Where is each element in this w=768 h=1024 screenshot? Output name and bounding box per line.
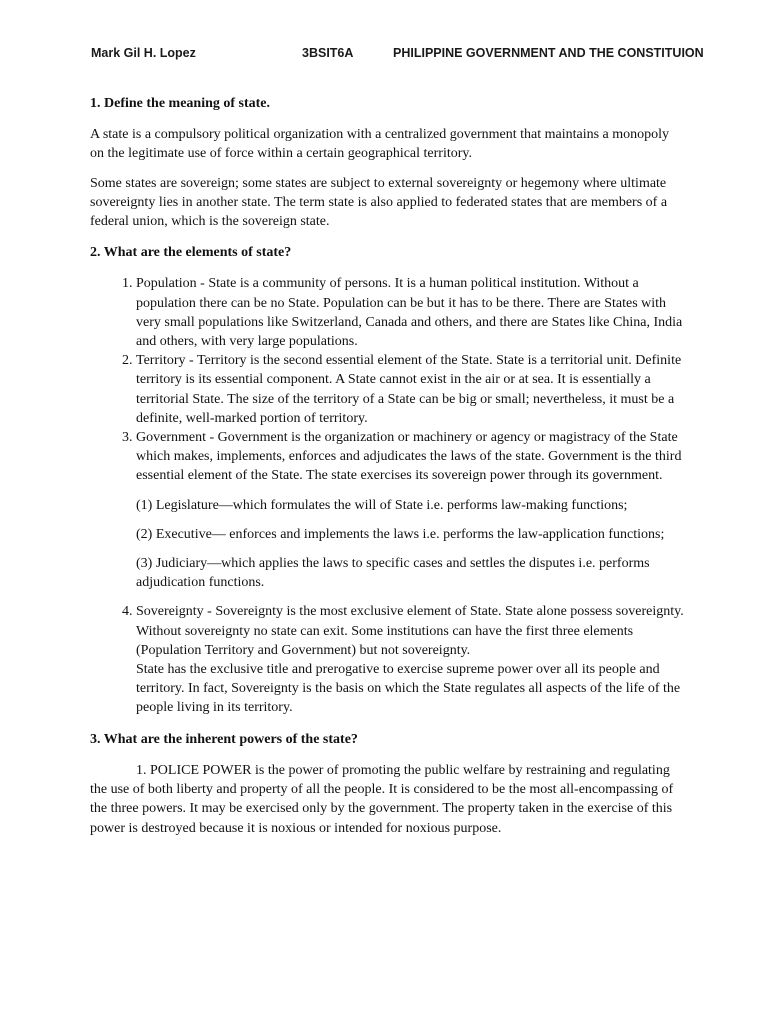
executive-paragraph: (2) Executive— enforces and implements the laws i.e. performs the law-application functions; [136, 526, 665, 542]
document-body [90, 94, 684, 838]
police-power-paragraph: 1. POLICE POWER is the power of promoting the public welfare by restraining and regulating the use of both liberty and property of all the people. It is considered to be the most all-encompassing of the three powers. It may be exercised only by the government. The property taken in the exercise of this power is destroyed because it is noxious or intended for noxious purpose. [90, 762, 674, 836]
author-name: Mark Gil H. Lopez [91, 46, 196, 60]
legislature-paragraph: (1) Legislature—which formulates the will of State i.e. performs law-making functions; [136, 497, 628, 513]
question-1-paragraph-1: A state is a compulsory political organization with a centralized government that maintains a monopoly on the legitimate use of force within a certain geographical territory. [90, 127, 670, 162]
question-2-heading: 2. What are the elements of state? [90, 245, 292, 261]
question-1-paragraph-2: Some states are sovereign; some states are subject to external sovereignty or hegemony where ultimate sovereignty lies in another state. The term state is also applied to federated states that are members of a federal union, which is the sovereign state. [90, 175, 668, 230]
course-title: PHILIPPINE GOVERNMENT AND THE CONSTITUION [393, 46, 704, 60]
list-item-population [136, 274, 684, 351]
list-item-text-continued: State has the exclusive title and prerogative to exercise supreme power over all its people and territory. In fact, Sovereignty is the basis on which the State regulates all aspects of the life of the people living in its territory. [136, 662, 681, 716]
judiciary-paragraph: (3) Judiciary—which applies the laws to specific cases and settles the disputes i.e. performs adjudication functions. [136, 556, 650, 591]
question-1-heading: 1. Define the meaning of state. [90, 96, 271, 111]
elements-list [90, 274, 684, 717]
list-item-text: Sovereignty - Sovereignty is the most exclusive element of State. State alone possess sovereignty. Without sovereignty no state can exit. Some institutions can have the first three elements (Population Territory and Government) but not sovereignty. [136, 604, 684, 658]
list-item-text: Territory - Territory is the second essential element of the State. State is a territorial unit. Definite territory is its essential component. A State cannot exist in the air or at sea. It is essentially a territorial State. The size of the territory of a State can be big or small; nevertheless, it must be a definite, well-marked portion of territory. [136, 353, 682, 426]
section-code: 3BSIT6A [302, 46, 354, 60]
list-item-government [136, 428, 684, 592]
page-header [91, 46, 704, 66]
list-item-sovereignty [136, 602, 684, 717]
list-item-territory [136, 351, 684, 428]
list-item-text: Population - State is a community of persons. It is a human political institution. Without a population there can be no State. Population can be but it has to be there. There are States with very small populations like Switzerland, Canada and others, and there are States like China, India and others, with very large populations. [136, 276, 683, 350]
question-3-heading: 3. What are the inherent powers of the state? [90, 731, 358, 747]
list-item-text: Government - Government is the organization or machinery or agency or magistracy of the State which makes, implements, enforces and adjudicates the laws of the state. Government is the third essential element of the State. The state exercises its sovereign power through its government. [136, 430, 682, 484]
